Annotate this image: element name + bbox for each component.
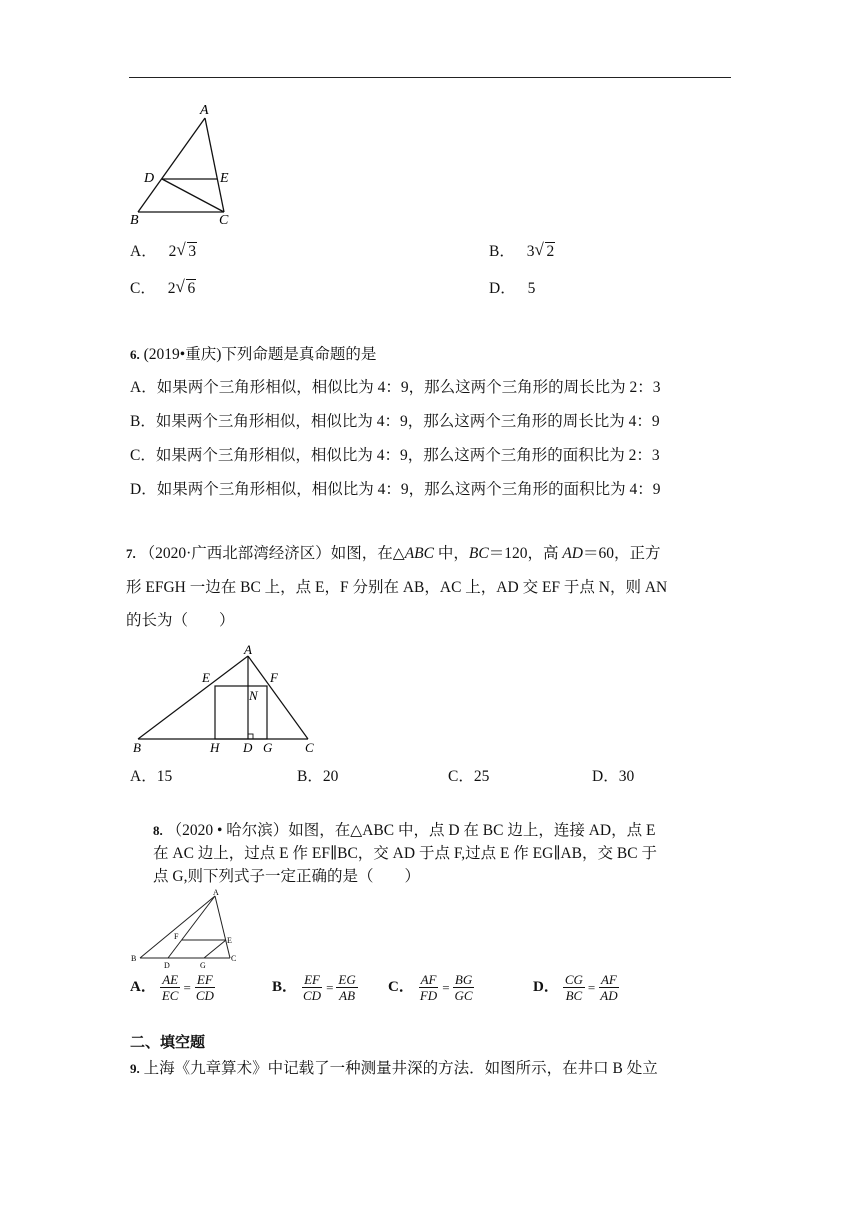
- question-number: 8.: [153, 823, 163, 838]
- text-seg: AD: [562, 545, 584, 562]
- q8-stem-line2: 在 AC 边上，过点 E 作 EF∥BC，交 AD 于点 F,过点 E 作 EG∥AB，交 BC 于: [153, 845, 657, 862]
- q8-option-a[interactable]: A． $\frac{AE}{EC}$ = $\frac{EF}{CD}$: [130, 972, 214, 1003]
- text-seg: 中，: [434, 545, 469, 562]
- q5-label-d: D: [144, 171, 155, 186]
- q8-label-f: F: [174, 932, 179, 941]
- option-letter: A．: [130, 979, 156, 996]
- option-letter: C．: [130, 280, 156, 297]
- q8-stem-line1: [153, 821, 655, 841]
- q7-option-c[interactable]: C．25: [448, 768, 490, 785]
- q5-label-a: A: [200, 103, 209, 118]
- q8-label-a: A: [213, 888, 219, 897]
- q8-stem-line3: 点 G,则下列式子一定正确的是（ ）: [153, 868, 420, 885]
- option-coef: 3: [526, 243, 535, 260]
- text-seg: ＝120，高: [488, 545, 563, 562]
- q7-stem-line3: 的长为（ ）: [126, 612, 235, 629]
- fraction-right: $\frac{EF}{CD}$: [195, 972, 214, 1003]
- option-letter: A．: [130, 243, 157, 260]
- text-seg: （2020·广西北部湾经济区）如图，在△: [139, 545, 405, 562]
- question-stem: (2019•重庆)下列命题是真命题的是: [143, 346, 377, 363]
- q5-label-b: B: [130, 213, 139, 228]
- option-coef: 2: [168, 243, 177, 260]
- q7-label-f: F: [270, 670, 278, 685]
- q6-option-d[interactable]: D．如果两个三角形相似，相似比为 4：9，那么这两个三角形的面积比为 4：9: [130, 481, 661, 498]
- option-letter: D．: [489, 280, 516, 297]
- fraction-right: $\frac{AF}{AD}$: [600, 972, 618, 1003]
- q8-option-c[interactable]: C． $\frac{AF}{FD}$ = $\frac{BG}{GC}$: [388, 972, 473, 1003]
- question-number: 7.: [126, 546, 136, 561]
- section-heading: 二、填空题: [130, 1033, 206, 1051]
- fraction-left: $\frac{EF}{CD}$: [303, 972, 322, 1003]
- question-stem: 上海《九章算术》中记载了一种测量井深的方法．如图所示，在井口 B 处立: [143, 1060, 658, 1077]
- q5-triangle-figure: [128, 100, 238, 228]
- q7-label-e: E: [202, 670, 210, 685]
- fraction-right: $\frac{EG}{AB}$: [338, 972, 356, 1003]
- q7-label-a: A: [244, 642, 252, 657]
- text-seg: ＝60，正方: [583, 545, 661, 562]
- option-value: 5: [527, 280, 536, 297]
- option-letter: C．: [388, 979, 414, 996]
- q7-label-c: C: [305, 740, 314, 755]
- q7-stem-line2: 形 EFGH 一边在 BC 上，点 E，F 分别在 AB，AC 上，AD 交 EF 于点 N，则 AN: [126, 579, 668, 596]
- q8-option-d[interactable]: D． $\frac{CG}{BC}$ = $\frac{AF}{AD}$: [533, 972, 618, 1003]
- text-seg: BC: [468, 545, 489, 562]
- q7-label-n: N: [249, 688, 258, 703]
- q6-option-b[interactable]: B．如果两个三角形相似，相似比为 4：9，那么这两个三角形的周长比为 4：9: [130, 413, 660, 430]
- question-number: 6.: [130, 347, 140, 362]
- sqrt-symbol: √ 2: [534, 240, 555, 260]
- q7-label-g: G: [263, 740, 273, 755]
- fraction-left: $\frac{AE}{EC}$: [161, 972, 179, 1003]
- fraction-right: $\frac{BG}{GC}$: [454, 972, 473, 1003]
- q8-label-c: C: [231, 954, 237, 963]
- q8-label-e: E: [227, 936, 232, 945]
- option-letter: D．: [533, 979, 559, 996]
- q7-option-d[interactable]: D．30: [592, 768, 635, 785]
- q9-stem: [130, 1059, 658, 1079]
- q5-option-a[interactable]: [130, 242, 197, 262]
- fraction-left: $\frac{CG}{BC}$: [564, 972, 583, 1003]
- q7-label-h: H: [210, 740, 220, 755]
- q7-label-b: B: [133, 740, 141, 755]
- q7-triangle-figure: [128, 640, 328, 758]
- q5-option-b[interactable]: [489, 242, 555, 262]
- q5-option-d[interactable]: [489, 279, 535, 299]
- sqrt-symbol: √ 3: [176, 240, 197, 260]
- q8-label-b: B: [131, 954, 137, 963]
- fraction-left: $\frac{AF}{FD}$: [419, 972, 438, 1003]
- q6-option-c[interactable]: C．如果两个三角形相似，相似比为 4：9，那么这两个三角形的面积比为 2：3: [130, 447, 660, 464]
- q5-label-c: C: [219, 213, 229, 228]
- q7-option-a[interactable]: A．15: [130, 768, 173, 785]
- q8-triangle-figure: [128, 888, 248, 972]
- text-seg: （2020 • 哈尔滨）如图，在△ABC 中，点 D 在 BC 边上，连接 AD，点 E: [166, 822, 656, 839]
- sqrt-symbol: √ 6: [175, 277, 196, 297]
- q7-label-d: D: [243, 740, 253, 755]
- header-rule: [129, 77, 731, 78]
- option-letter: B．: [489, 243, 515, 260]
- q7-option-b[interactable]: B．20: [297, 768, 339, 785]
- text-seg: ABC: [404, 545, 434, 562]
- q7-stem-line1: [126, 544, 661, 564]
- q5-label-e: E: [220, 171, 229, 186]
- q8-option-b[interactable]: B． $\frac{EF}{CD}$ = $\frac{EG}{AB}$: [272, 972, 356, 1003]
- q5-option-c[interactable]: [130, 279, 196, 299]
- option-coef: 2: [167, 280, 176, 297]
- q6-option-a[interactable]: A．如果两个三角形相似，相似比为 4：9，那么这两个三角形的周长比为 2：3: [130, 379, 661, 396]
- question-number: 9.: [130, 1061, 140, 1076]
- q6-stem: [130, 345, 376, 365]
- q8-label-d: D: [164, 961, 170, 970]
- option-letter: B．: [272, 979, 298, 996]
- q8-label-g: G: [200, 961, 206, 970]
